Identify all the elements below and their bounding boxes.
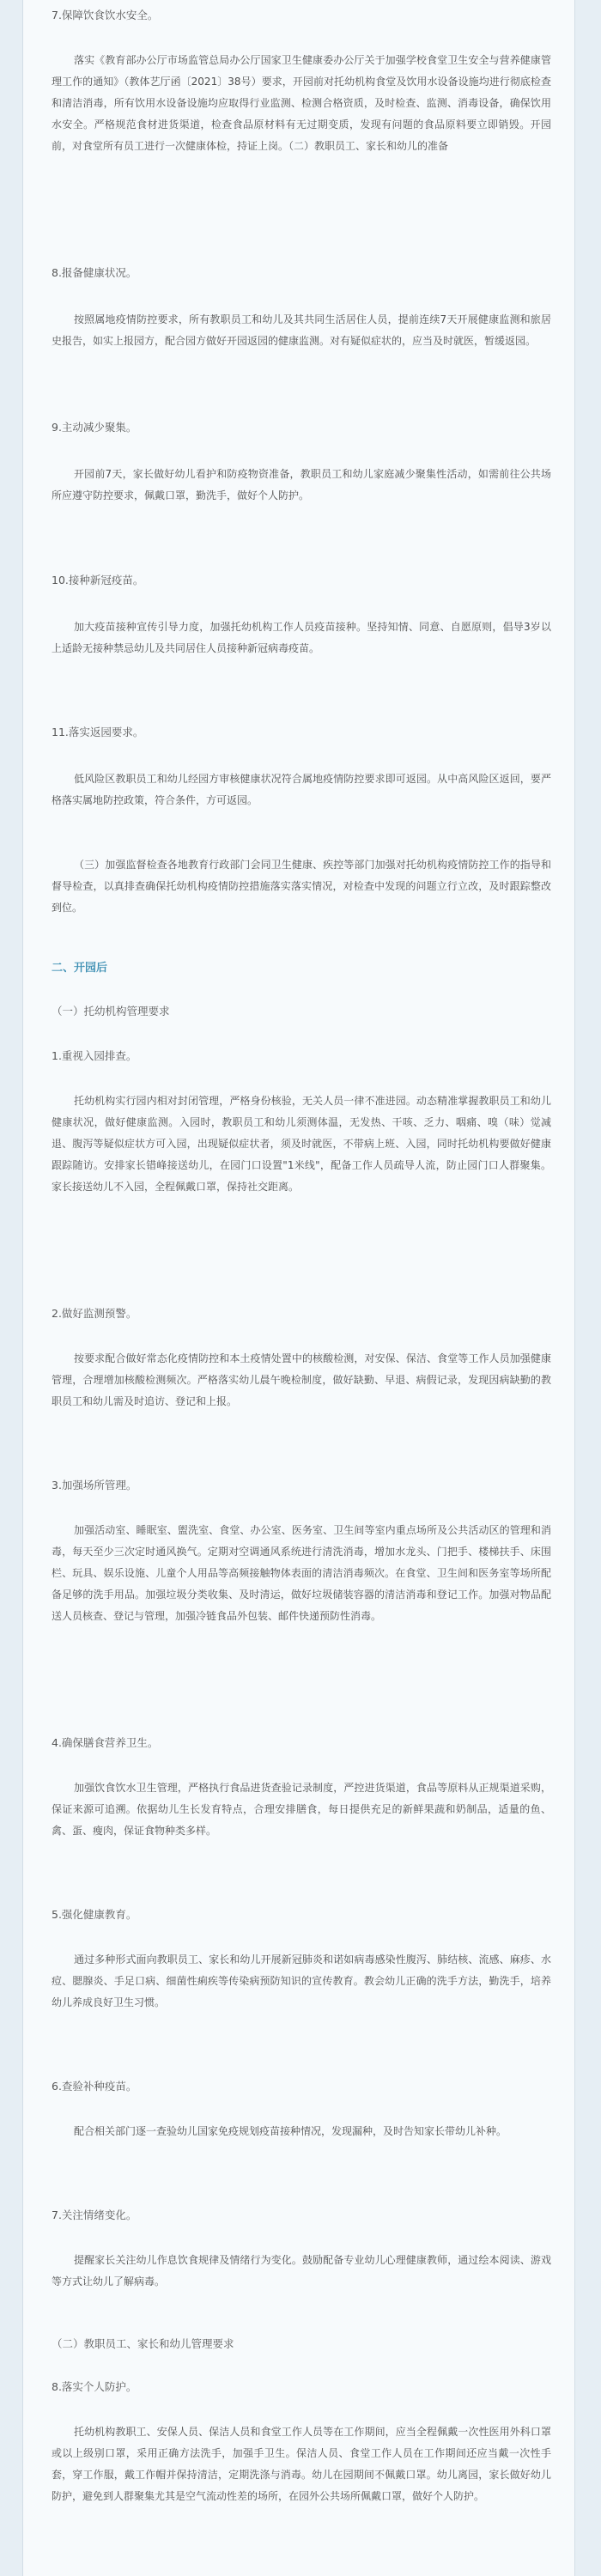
paragraph: 提醒家长关注幼儿作息饮食规律及情绪行为变化。鼓励配备专业幼儿心理健康教师，通过绘本阅读、游戏等方式让幼儿了解病毒。	[52, 2254, 551, 2287]
item-heading: 7.保障饮食饮水安全。	[52, 9, 159, 21]
subsection-heading: （一）托幼机构管理要求	[52, 1005, 170, 1018]
subsection-heading: （二）教职员工、家长和幼儿管理要求	[52, 2337, 234, 2350]
item-heading: 3.加强场所管理。	[52, 1479, 137, 1492]
paragraph: 通过多种形式面向教职员工、家长和幼儿开展新冠肺炎和诺如病毒感染性腹泻、肺结核、流感、麻疹、水痘、腮腺炎、手足口病、细菌性痢疾等传染病预防知识的宣传教育。教会幼儿正确的洗手方法，勤洗手，培养幼儿养成良好卫生习惯。	[52, 1953, 551, 2008]
item-heading: 8.落实个人防护。	[52, 2380, 137, 2393]
item-heading: 11.落实返园要求。	[52, 726, 144, 738]
paragraph: 按要求配合做好常态化疫情防控和本土疫情处置中的核酸检测，对安保、保洁、食堂等工作人员加强健康管理，合理增加核酸检测频次。严格落实幼儿晨午晚检制度，做好缺勤、早退、病假记录，发现因病缺勤的教职员工和幼儿需及时追访、登记和上报。	[52, 1352, 551, 1407]
paragraph: 托幼机构实行园内相对封闭管理，严格身份核验，无关人员一律不准进园。动态精准掌握教职员工和幼儿健康状况，做好健康监测。入园时，教职员工和幼儿须测体温，无发热、干咳、乏力、咽痛、嗅（味）觉减退、腹泻等疑似症状方可入园，出现疑似症状者，须及时就医，不带病上班、入园，同时托幼机构要做好健康跟踪随访。安排家长错峰接送幼儿，在园门口设置"1米线"，配备工作人员疏导人流，防止园门口人群聚集。家长接送幼儿不入园，全程佩戴口罩，保持社交距离。	[52, 1095, 551, 1193]
item-heading: 4.确保膳食营养卫生。	[52, 1736, 159, 1749]
document-body	[22, 0, 575, 2576]
item-heading: 1.重视入园排查。	[52, 1049, 137, 1062]
paragraph: 落实《教育部办公厅市场监管总局办公厅国家卫生健康委办公厅关于加强学校食堂卫生安全与营养健康管理工作的通知》（教体艺厅函〔2021〕38号）要求，开园前对托幼机构食堂及饮用水设备设施均进行彻底检查和清洁消毒，所有饮用水设备设施均应取得行业监测、检测合格资质，及时检查、监测、消毒设备，确保饮用水安全。严格规范食材进货渠道，检查食品原材料有无过期变质，发现有问题的食品原料要立即销毁。开园前，对食堂所有员工进行一次健康体检，持证上岗。（二）教职员工、家长和幼儿的准备	[52, 54, 551, 152]
paragraph: 配合相关部门逐一查验幼儿国家免疫规划疫苗接种情况，发现漏种，及时告知家长带幼儿补种。	[74, 2125, 507, 2137]
section-title: 二、开园后	[52, 962, 108, 975]
paragraph: 加强饮食饮水卫生管理，严格执行食品进货查验记录制度，严控进货渠道，食品等原料从正规渠道采购，保证来源可追溯。依据幼儿生长发育特点，合理安排膳食，每日提供充足的新鲜果蔬和奶制品，适量的鱼、禽、蛋、瘦肉，保证食物种类多样。	[52, 1782, 551, 1837]
paragraph: 加大疫苗接种宣传引导力度，加强托幼机构工作人员疫苗接种。坚持知情、同意、自愿原则，倡导3岁以上适龄无接种禁忌幼儿及共同居住人员接种新冠病毒疫苗。	[52, 621, 551, 654]
item-heading: 10.接种新冠疫苗。	[52, 574, 144, 586]
paragraph: （三）加强监督检查各地教育行政部门会同卫生健康、疾控等部门加强对托幼机构疫情防控工作的指导和督导检查，以真排查确保托幼机构疫情防控措施落实落实情况，对检查中发现的问题立行立改，及时跟踪整改到位。	[52, 859, 551, 914]
item-heading: 6.查验补种疫苗。	[52, 2080, 137, 2093]
paragraph: 托幼机构教职工、安保人员、保洁人员和食堂工作人员等在工作期间，应当全程佩戴一次性医用外科口罩或以上级别口罩，采用正确方法洗手，加强手卫生。保洁人员、食堂工作人员在工作期间还应当戴一次性手套，穿工作服，戴工作帽并保持清洁，定期洗涤与消毒。幼儿在园期间不佩戴口罩。幼儿离园，家长做好幼儿防护，避免到人群聚集尤其是空气流动性差的场所，在园外公共场所佩戴口罩，做好个人防护。	[52, 2426, 551, 2502]
item-heading: 9.主动减少聚集。	[52, 421, 137, 434]
item-heading: 2.做好监测预警。	[52, 1307, 137, 1320]
paragraph: 开园前7天，家长做好幼儿看护和防疫物资准备，教职员工和幼儿家庭减少聚集性活动，如需前往公共场所应遵守防控要求，佩戴口罩，勤洗手，做好个人防护。	[52, 468, 551, 501]
paragraph: 低风险区教职员工和幼儿经园方审核健康状况符合属地疫情防控要求即可返园。从中高风险区返回，要严格落实属地防控政策，符合条件，方可返园。	[52, 773, 551, 806]
paragraph: 按照属地疫情防控要求，所有教职员工和幼儿及其共同生活居住人员，提前连续7天开展健康监测和旅居史报告，如实上报园方，配合园方做好开园返园的健康监测。对有疑似症状的，应当及时就医，暂缓返园。	[52, 313, 551, 347]
item-heading: 8.报备健康状况。	[52, 266, 137, 279]
paragraph: 加强活动室、睡眠室、盥洗室、食堂、办公室、医务室、卫生间等室内重点场所及公共活动区的管理和消毒，每天至少三次定时通风换气。定期对空调通风系统进行清洗消毒，增加水龙头、门把手、楼梯扶手、床围栏、玩具、娱乐设施、儿童个人用品等高频接触物体表面的清洁消毒频次。在食堂、卫生间和医务室等场所配备足够的洗手用品。加强垃圾分类收集、及时清运，做好垃圾储装容器的清洁消毒和登记工作。加强对物品配送人员核查、登记与管理，加强冷链食品外包装、邮件快递预防性消毒。	[52, 1524, 551, 1622]
item-heading: 7.关注情绪变化。	[52, 2208, 137, 2221]
item-heading: 5.强化健康教育。	[52, 1908, 137, 1921]
